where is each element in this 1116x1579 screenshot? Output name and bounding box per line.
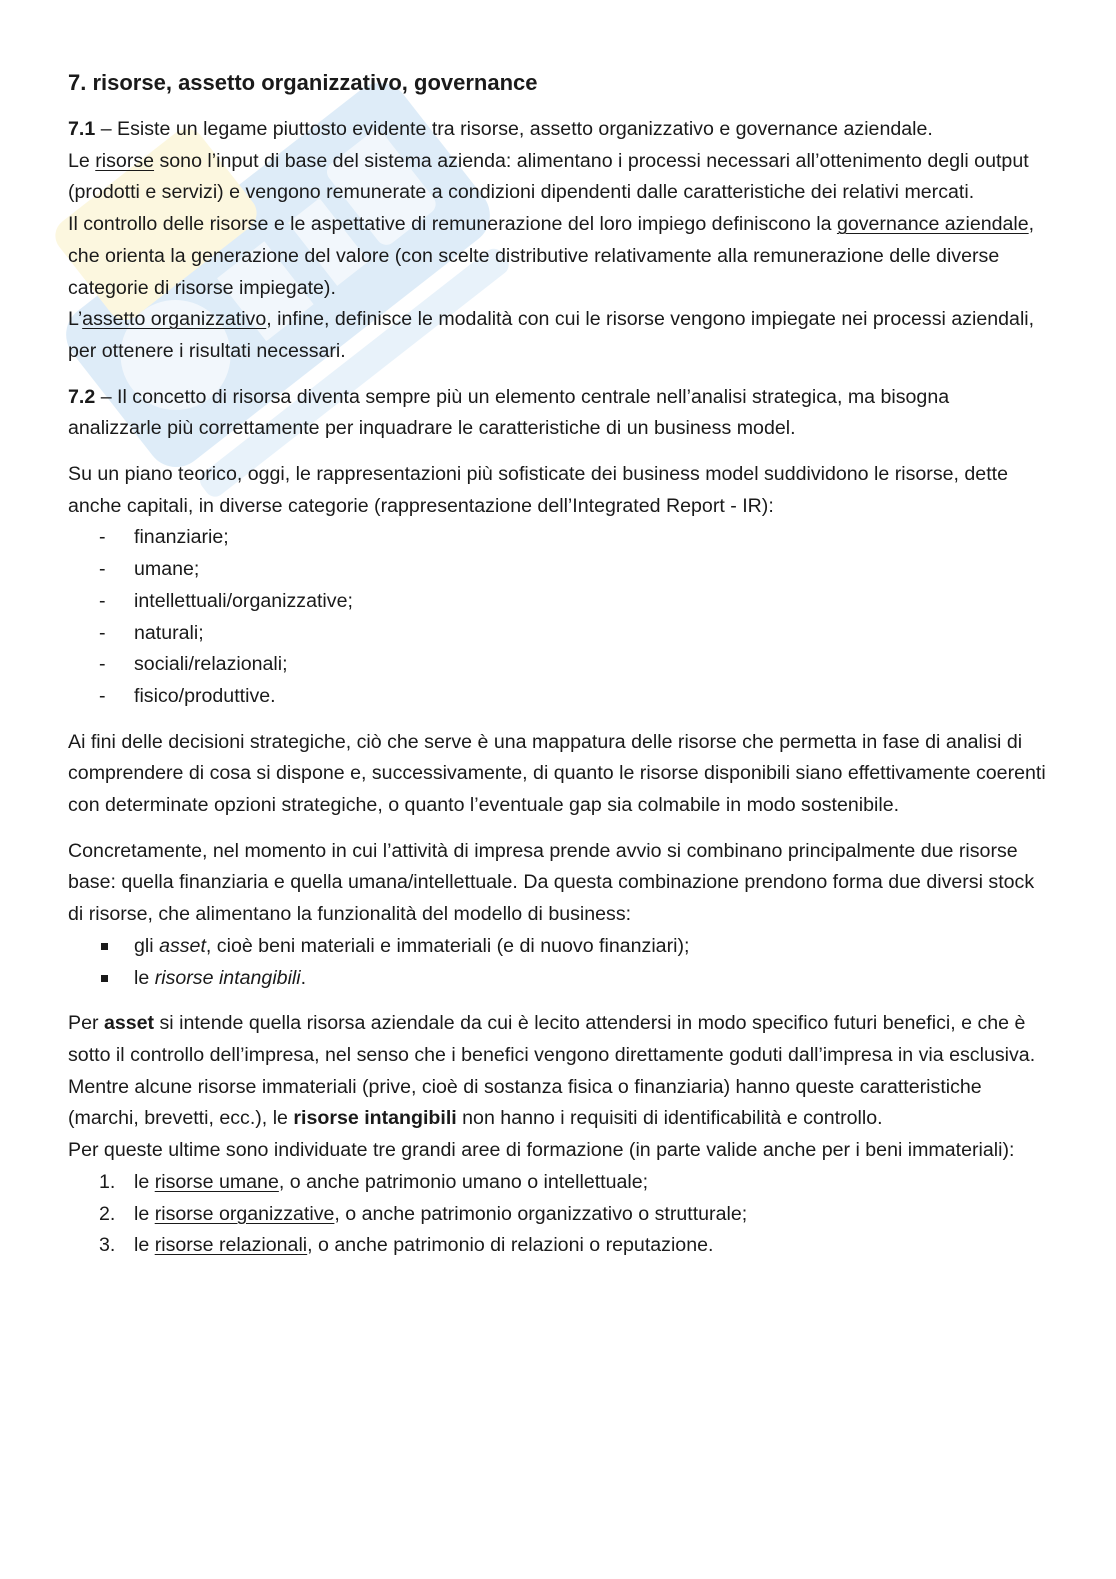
term-risorse: risorse [95, 149, 155, 172]
list-item: - fisico/produttive. [99, 684, 276, 707]
risorse-definition: Le risorse sono l’input di base del sistema azienda: alimentano i processi necessari all’ottenimento degli output (prodotti e servizi) e vengono remunerate a condizioni dipendenti dalle caratteristiche dei relativi mercati. [68, 149, 1029, 204]
list-item: 3. le risorse relazionali, o anche patrimonio di relazioni o reputazione. [99, 1234, 714, 1257]
document-body [68, 66, 1048, 1276]
assetto-definition: L’assetto organizzativo, infine, definisce le modalità con cui le risorse vengono impiegate nei processi aziendali, per ottenere i risultati necessari. [68, 308, 1035, 362]
term-assetto-organizzativo: assetto organizzativo [82, 308, 267, 331]
list-item: - intellettuali/organizzative; [99, 589, 353, 612]
capitals-intro-paragraph: Su un piano teorico, oggi, le rappresentazioni più sofisticate dei business model suddividono le risorse, dette anche capitali, in diverse categorie (rappresentazione dell’Integrated Report - IR): [68, 463, 1008, 517]
formation-areas-list [68, 1167, 1048, 1262]
section-7-2-intro: 7.2 – Il concetto di risorsa diventa sempre più un elemento centrale nell’analisi strategica, ma bisogna analizzarle più correttamente per inquadrare le caratteristiche di un business model. [68, 385, 950, 440]
term-risorse-relazionali: risorse relazionali [154, 1234, 308, 1257]
term-governance-aziendale: governance aziendale [836, 213, 1029, 236]
resource-stock-list [68, 931, 1048, 994]
list-item: gli asset, cioè beni materiali e immateriali (e di nuovo finanziari); [68, 931, 1048, 963]
capitals-list [68, 522, 1048, 712]
list-item: 2. le risorse organizzative, o anche patrimonio organizzativo o strutturale; [99, 1202, 748, 1225]
formation-areas-intro: Per queste ultime sono individuate tre grandi aree di formazione (in parte valide anche per i beni immateriali): [68, 1139, 1015, 1162]
strategic-mapping-paragraph: Ai fini delle decisioni strategiche, ciò che serve è una mappatura delle risorse che permetta in fase di analisi di comprendere di cosa si dispone e, successivamente, di quanto le risorse disponibili siano effettivamente coerenti con determinate opzioni strategiche, o quanto l’eventuale gap sia colmabile in modo sostenibile. [68, 730, 1046, 817]
section-heading: 7. risorse, assetto organizzativo, governance [68, 70, 538, 95]
governance-definition: Il controllo delle risorse e le aspettative di remunerazione del loro impiego definiscono la governance aziendale, che orienta la generazione del valore (con scelte distributive relativamente alla remunerazione delle diverse categorie di risorse impiegate). [68, 213, 1035, 299]
square-bullet-icon [101, 943, 108, 950]
list-item: - naturali; [99, 621, 204, 644]
list-item: 1. le risorse umane, o anche patrimonio umano o intellettuale; [99, 1170, 649, 1193]
asset-definition-paragraph: Per asset si intende quella risorsa aziendale da cui è lecito attendersi in modo specifico futuri benefici, e che è sotto il controllo dell’impresa, nel senso che i benefici vengono direttamente goduti dall’impresa in via esclusiva. Mentre alcune risorse immateriali (prive, cioè di sostanza fisica o finanziaria) hanno queste caratteristiche (marchi, brevetti, ecc.), le risorse intangibili non hanno i requisiti di identificabilità e controllo. [68, 1012, 1036, 1130]
term-risorse-umane: risorse umane [154, 1170, 279, 1193]
list-item: le risorse intangibili. [68, 963, 1048, 995]
list-item: - umane; [99, 558, 200, 581]
term-risorse-organizzative: risorse organizzative [154, 1202, 335, 1225]
bold-asset: asset [103, 1012, 155, 1035]
list-item: - sociali/relazionali; [99, 653, 288, 676]
term-risorse-intangibili: risorse intangibili [154, 966, 301, 989]
section-number: 7.2 [68, 385, 96, 408]
section-7-1 [68, 114, 1048, 368]
list-item: - finanziarie; [99, 526, 229, 549]
square-bullet-icon [101, 975, 108, 982]
section-number: 7.1 [68, 118, 96, 140]
section-7-1-intro: 7.1 – Esiste un legame piuttosto evidente tra risorse, assetto organizzativo e governance aziendale. [68, 118, 933, 140]
resource-combination-paragraph: Concretamente, nel momento in cui l’attività di impresa prende avvio si combinano principalmente due risorse base: quella finanziaria e quella umana/intellettuale. Da questa combinazione prendono forma due diversi stock di risorse, che alimentano la funzionalità del modello di business: [68, 839, 1035, 926]
bold-risorse-intangibili: risorse intangibili [293, 1107, 457, 1130]
term-asset: asset [159, 934, 206, 957]
